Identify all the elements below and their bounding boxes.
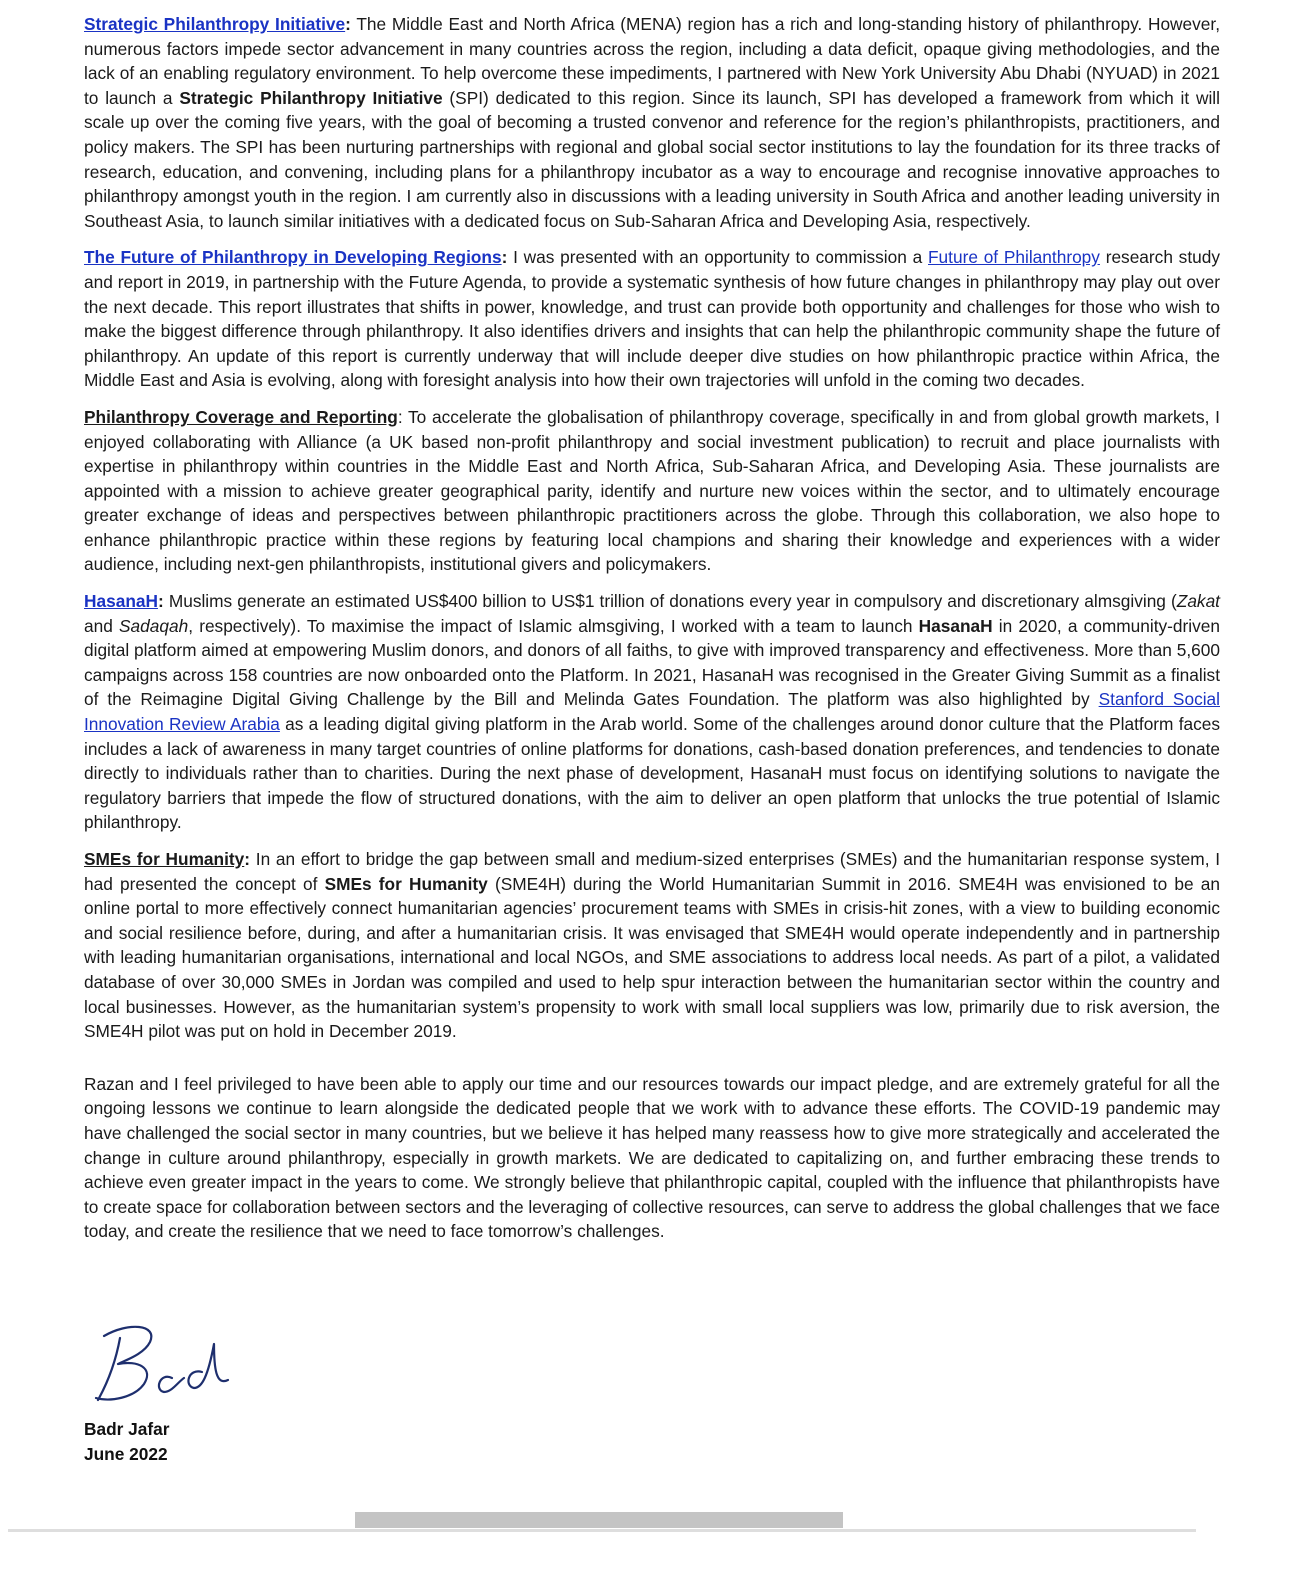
- paragraph-coverage-reporting: [84, 405, 1220, 577]
- footer-grey-bar: [355, 1512, 843, 1528]
- closing-paragraph: Razan and I feel privileged to have been able to apply our time and our resources towards our impact pledge, and are extremely grateful for all the ongoing lessons we continue to learn alongside the dedicated people that we work with to advance these efforts. The COVID-19 pandemic may have challenged the social sector in many countries, but we believe it has helped many reassess how to give more strategically and accelerated the change in culture around philanthropy, especially in growth markets. We are dedicated to capitalizing on, and further embracing these trends to achieve even greater impact in the years to come. We strongly believe that philanthropic capital, coupled with the influence that philanthropists have to create space for collaboration between sectors and the leveraging of collective resources, can serve to address the global challenges that we face today, and create the resilience that we need to face tomorrow’s challenges.: [84, 1073, 1220, 1242]
- bold-term: Strategic Philanthropy Initiative: [179, 87, 443, 108]
- heading-colon: :: [345, 14, 351, 34]
- paragraph-text: The Middle East and North Africa (MENA) region has a rich and long-standing history of philanthropy. However, numerous factors impede sector advancement in many countries across the region, including a data deficit, opaque giving methodologies, and the lack of an enabling regulatory environment. To help overcome these impediments, I partnered with New York University Abu Dhabi (NYUAD) in 2021 to launch a: [84, 14, 1220, 108]
- heading-colon: :: [244, 849, 251, 869]
- signer-name: Badr Jafar: [84, 1419, 170, 1439]
- letter-body: [84, 12, 1220, 1256]
- heading-colon: :: [501, 247, 508, 268]
- bold-term: HasanaH: [918, 615, 993, 636]
- paragraph-future-of-philanthropy: [84, 245, 1220, 393]
- paragraph-text: and: [84, 615, 120, 636]
- bold-term: SMEs for Humanity: [324, 873, 488, 894]
- paragraph-text: as a leading digital giving platform in the Arab world. Some of the challenges around donor culture that the Platform faces includes a lack of awareness in many target countries of online platforms for donations, cash-based donation preferences, and tendencies to donate directly to individuals rather than to charities. During the next phase of development, HasanaH must focus on identifying solutions to navigate the regulatory barriers that impede the flow of structured donations, with the aim to deliver an open platform that unlocks the true potential of Islamic philanthropy.: [84, 714, 1221, 833]
- italic-term: Sadaqah: [119, 615, 189, 636]
- footer-divider: [8, 1529, 1196, 1532]
- smes-heading: SMEs for Humanity: [84, 849, 245, 869]
- paragraph-text: research study and report in 2019, in partnership with the Future Agenda, to provide a systematic synthesis of how future changes in philanthropy may play out over the next decade. This report illustrates that shifts in power, knowledge, and trust can provide both opportunity and challenges for those who wish to make the biggest difference through philanthropy. It also identifies drivers and insights that can help the philanthropic community shape the future of philanthropy. An update of this report is currently underway that will include deeper dive studies on how philanthropic practice within Africa, the Middle East and Asia is evolving, along with foresight analysis into how their own trajectories will unfold in the coming two decades.: [84, 247, 1220, 391]
- paragraph-strategic-philanthropy: [84, 12, 1220, 233]
- strategic-philanthropy-link[interactable]: Strategic Philanthropy Initiative: [84, 14, 346, 34]
- paragraph-text: , respectively). To maximise the impact of Islamic almsgiving, I worked with a team to launch: [188, 615, 919, 636]
- future-developing-regions-link[interactable]: The Future of Philanthropy in Developing Regions: [84, 247, 502, 268]
- italic-term: Zakat: [1176, 591, 1220, 612]
- paragraph-smes-for-humanity: [84, 847, 1220, 1044]
- heading-colon: :: [157, 591, 164, 612]
- paragraph-text: in 2020, a community-driven digital platform aimed at empowering Muslim donors, and donors of all faiths, to give with improved transparency and effectiveness. More than 5,600 campaigns across 158 countries are now onboarded onto the Platform. In 2021, HasanaH was recognised in the Greater Giving Summit as a finalist of the Reimagine Digital Giving Challenge by the Bill and Melinda Gates Foundation. The platform was also highlighted by: [84, 615, 1220, 710]
- paragraph-text: (SPI) dedicated to this region. Since its launch, SPI has developed a framework from which it will scale up over the coming five years, with the goal of becoming a trusted convenor and reference for the region’s philanthropists, practitioners, and policy makers. The SPI has been nurturing partnerships with regional and global social sector institutions to lay the foundation for its three tracks of research, education, and convening, including plans for a philanthropy incubator as a way to encourage and recognise innovative approaches to philanthropy amongst youth in the region. I am currently also in discussions with a leading university in South Africa and another leading university in Southeast Asia, to launch similar initiatives with a dedicated focus on Sub-Saharan Africa and Developing Asia, respectively.: [84, 87, 1220, 231]
- paragraph-hasanah: [84, 589, 1220, 835]
- ssir-arabia-link[interactable]: Stanford Social Innovation Review Arabia: [84, 689, 1220, 735]
- paragraph-text: Muslims generate an estimated US$400 billion to US$1 trillion of donations every year in compulsory and discretionary almsgiving (: [163, 591, 1177, 612]
- handwritten-signature: [88, 1320, 238, 1410]
- paragraph-text: (SME4H) during the World Humanitarian Summit in 2016. SME4H was envisioned to be an online portal to more effectively connect humanitarian agencies’ procurement teams with SMEs in crisis-hit zones, with a view to building economic and social resilience before, during, and after a humanitarian crisis. It was envisaged that SME4H would operate independently and in partnership with leading humanitarian organisations, international and local NGOs, and SME associations to address local needs. As part of a pilot, a validated database of over 30,000 SMEs in Jordan was compiled and used to help spur interaction between the humanitarian sector within the country and local businesses. However, as the humanitarian system’s propensity to work with small local suppliers was low, primarily due to risk aversion, the SME4H pilot was put on hold in December 2019.: [84, 873, 1221, 1042]
- future-of-philanthropy-link[interactable]: Future of Philanthropy: [928, 247, 1100, 268]
- paragraph-text: : To accelerate the globalisation of philanthropy coverage, specifically in and from global growth markets, I enjoyed collaborating with Alliance (a UK based non-profit philanthropy and social investment publication) to recruit and place journalists with expertise in philanthropy within countries in the Middle East and North Africa, Sub-Saharan Africa, and Developing Asia. These journalists are appointed with a mission to achieve greater geographical parity, identify and nurture new voices within the sector, and to ultimately encourage greater exchange of ideas and perspectives between philanthropic practitioners across the globe. Through this collaboration, we also hope to enhance philanthropic practice within these regions by featuring local champions and sharing their knowledge and experiences with a wider audience, including next-gen philanthropists, institutional givers and policymakers.: [84, 406, 1220, 575]
- signature-date: June 2022: [84, 1443, 168, 1464]
- coverage-reporting-heading: Philanthropy Coverage and Reporting: [84, 406, 398, 427]
- paragraph-text: I was presented with an opportunity to commission a: [507, 247, 928, 268]
- hasanah-link[interactable]: HasanaH: [84, 591, 158, 612]
- paragraph-text: In an effort to bridge the gap between small and medium-sized enterprises (SMEs) and the humanitarian response system, I had presented the concept of: [84, 849, 1221, 894]
- signer-block: [84, 1417, 170, 1466]
